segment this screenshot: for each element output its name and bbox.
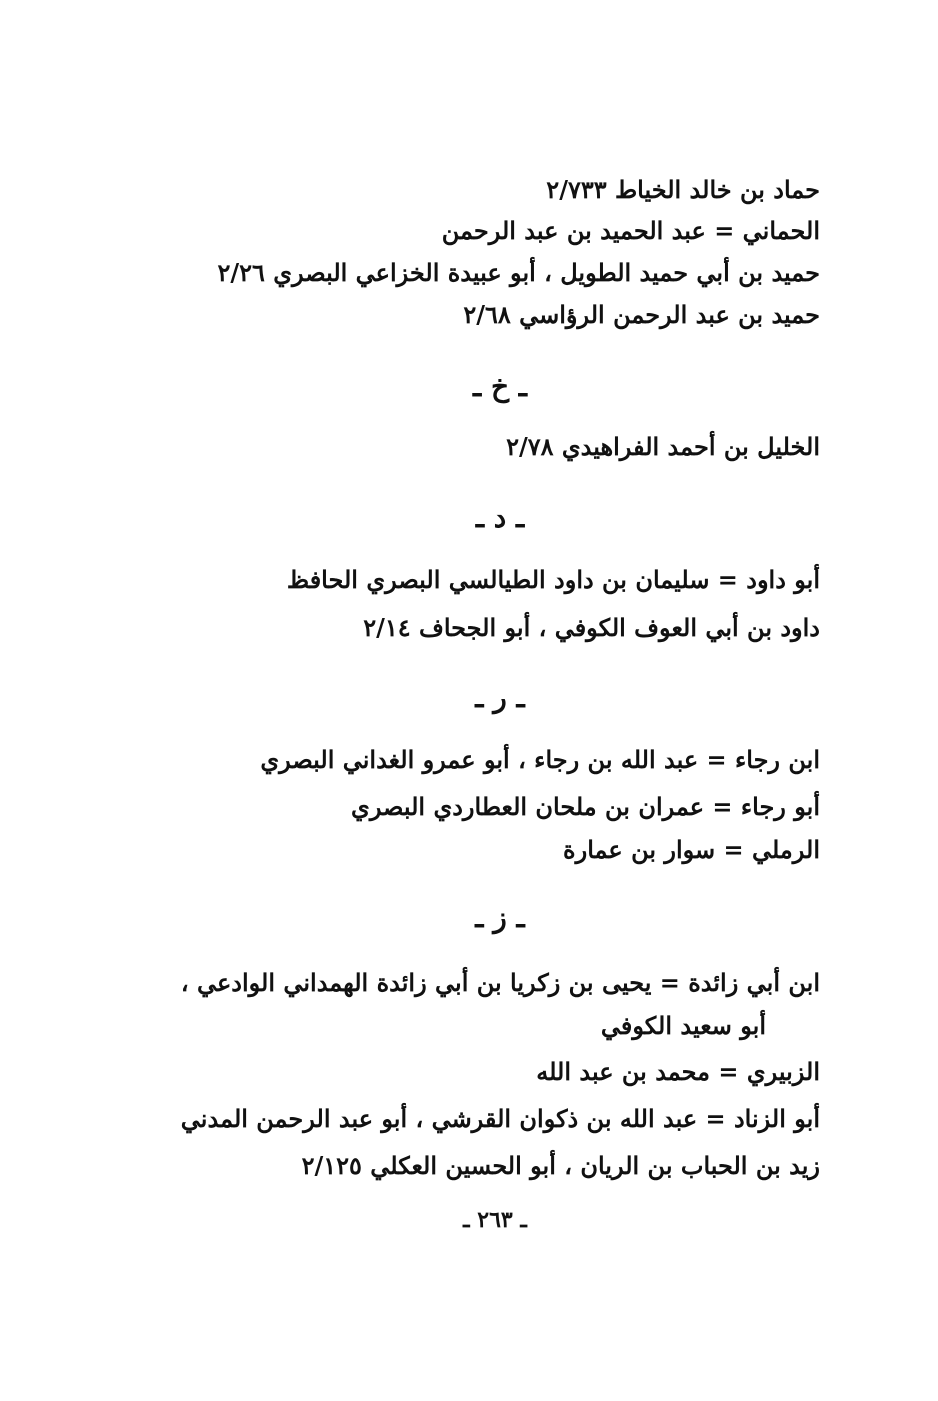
index-entry: الزبيري = محمد بن عبد الله	[536, 1057, 820, 1086]
section-heading-dal: ـ د ـ	[475, 501, 525, 534]
index-entry: الخليل بن أحمد الفراهيدي ٢/٧٨	[506, 432, 820, 461]
index-entry: حميد بن أبي حميد الطويل ، أبو عبيدة الخزاعي البصري ٢/٢٦	[217, 258, 820, 287]
section-heading-zay: ـ ز ـ	[475, 901, 525, 934]
index-entry: الرملي = سوار بن عمارة	[563, 835, 820, 864]
page-number: ـ ٢٦٣ ـ	[463, 1207, 527, 1233]
index-entry: زيد بن الحباب بن الريان ، أبو الحسين العكلي ٢/١٢٥	[301, 1151, 820, 1180]
section-heading-kha: ـ خ ـ	[473, 370, 527, 403]
index-entry: أبو رجاء = عمران بن ملحان العطاردي البصري	[351, 792, 820, 821]
index-entry: حميد بن عبد الرحمن الرؤاسي ٢/٦٨	[463, 300, 820, 329]
index-entry: حماد بن خالد الخياط ٢/٧٣٣	[546, 175, 820, 204]
section-heading-ra: ـ ر ـ	[475, 681, 525, 714]
index-entry: أبو الزناد = عبد الله بن ذكوان القرشي ، أبو عبد الرحمن المدني	[180, 1104, 820, 1133]
index-entry: ابن رجاء = عبد الله بن رجاء ، أبو عمرو الغداني البصري	[260, 745, 820, 774]
index-entry: ابن أبي زائدة = يحيى بن زكريا بن أبي زائدة الهمداني الوادعي ،	[180, 968, 820, 997]
index-entry-continuation: أبو سعيد الكوفي	[600, 1011, 766, 1040]
index-entry: الحماني = عبد الحميد بن عبد الرحمن	[441, 216, 820, 245]
index-entry: داود بن أبي العوف الكوفي ، أبو الجحاف ٢/١٤	[363, 613, 820, 642]
index-entry: أبو داود = سليمان بن داود الطيالسي البصري الحافظ	[286, 565, 820, 594]
